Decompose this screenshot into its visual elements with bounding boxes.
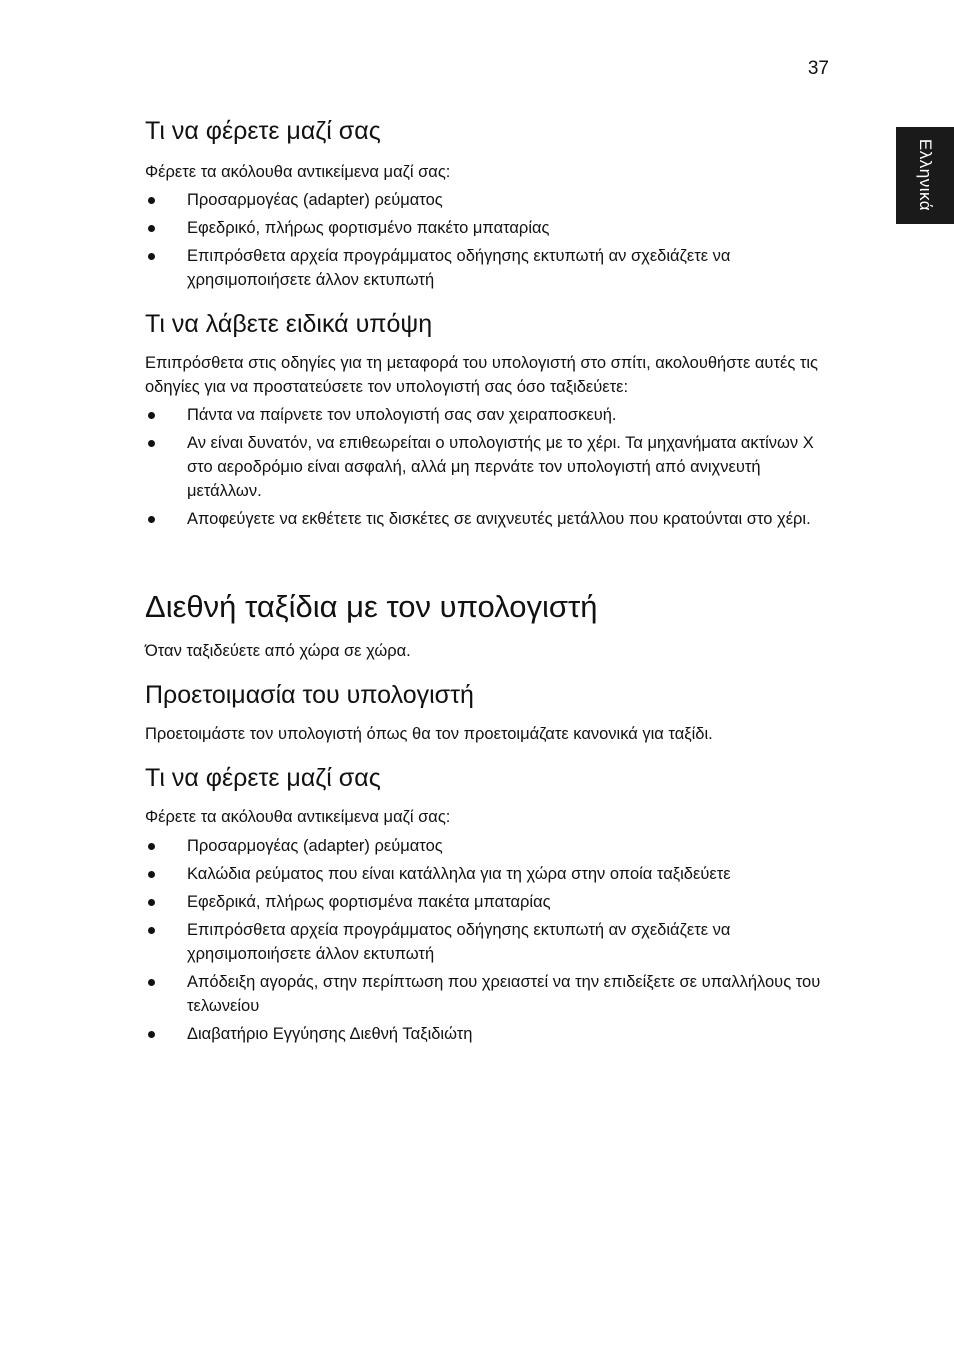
list-item [145, 834, 835, 858]
list-item [145, 970, 835, 1018]
bullet-icon [148, 253, 155, 260]
list-item [145, 188, 835, 212]
bullet-icon [148, 412, 155, 419]
list-item [145, 216, 835, 240]
bullet-icon [148, 979, 155, 986]
list-item-text: Επιπρόσθετα αρχεία προγράμματος οδήγησης εκτυπωτή αν σχεδιάζετε να χρησιμοποιήσετε άλλον εκτυπωτή [187, 921, 731, 963]
bullet-icon [148, 899, 155, 906]
list-item [145, 244, 835, 292]
bullet-icon [148, 440, 155, 447]
list-item [145, 1022, 835, 1046]
bullet-icon [148, 843, 155, 850]
list-item-text: Προσαρμογέας (adapter) ρεύματος [187, 191, 443, 209]
list-item-text: Εφεδρικά, πλήρως φορτισμένα πακέτα μπαταρίας [187, 893, 551, 911]
section-intro-wrap [145, 805, 835, 829]
list-item-text: Καλώδια ρεύματος που είναι κατάλληλα για τη χώρα στην οποία ταξιδεύετε [187, 865, 731, 883]
chapter-title: Διεθνή ταξίδια με τον υπολογιστή [145, 589, 598, 624]
section-what-to-bring [145, 116, 835, 146]
list-item [145, 862, 835, 886]
section-special-considerations [145, 309, 835, 339]
section-heading: Τι να λάβετε ειδικά υπόψη [145, 310, 433, 338]
section-prepare-computer [145, 680, 835, 710]
bullet-list [145, 403, 835, 531]
list-item-text: Αν είναι δυνατόν, να επιθεωρείται ο υπολογιστής με το χέρι. Τα μηχανήματα ακτίνων X στο αεροδρόμιο είναι ασφαλή, αλλά μη περνάτε τον υπολογιστή από ανιχνευτή μετάλλων. [187, 434, 814, 500]
list-item-text: Πάντα να παίρνετε τον υπολογιστή σας σαν χειραποσκευή. [187, 406, 617, 424]
bullet-list [145, 834, 835, 1046]
section-intro: Φέρετε τα ακόλουθα αντικείμενα μαζί σας: [145, 808, 451, 826]
page-number: 37 [807, 58, 829, 79]
list-item-text: Επιπρόσθετα αρχεία προγράμματος οδήγησης εκτυπωτή αν σχεδιάζετε να χρησιμοποιήσετε άλλον εκτυπωτή [187, 247, 731, 289]
section-intro-wrap [145, 351, 835, 399]
list-item-text: Προσαρμογέας (adapter) ρεύματος [187, 837, 443, 855]
section-heading: Τι να φέρετε μαζί σας [145, 764, 381, 792]
section-heading: Προετοιμασία του υπολογιστή [145, 681, 474, 709]
section-text: Προετοιμάστε τον υπολογιστή όπως θα τον προετοιμάζατε κανονικά για ταξίδι. [145, 725, 713, 743]
list-item-text: Διαβατήριο Εγγύησης Διεθνή Ταξιδιώτη [187, 1025, 473, 1043]
section-heading: Τι να φέρετε μαζί σας [145, 117, 381, 145]
bullet-icon [148, 927, 155, 934]
section-intro: Επιπρόσθετα στις οδηγίες για τη μεταφορά του υπολογιστή στο σπίτι, ακολουθήστε αυτές τις οδηγίες για να προστατεύσετε τον υπολογιστή σας όσο ταξιδεύετε: [145, 354, 818, 396]
list-item-text: Απόδειξη αγοράς, στην περίπτωση που χρειαστεί να την επιδείξετε σε υπαλλήλους του τελωνείου [187, 973, 821, 1015]
language-tab [896, 127, 954, 224]
list-item [145, 918, 835, 966]
section-what-to-bring-international [145, 763, 835, 793]
list-item [145, 890, 835, 914]
bullet-icon [148, 225, 155, 232]
list-item-text: Εφεδρικό, πλήρως φορτισμένο πακέτο μπαταρίας [187, 219, 550, 237]
list-item [145, 431, 835, 503]
language-tab-label: Ελληνικά [916, 138, 935, 212]
section-text-wrap [145, 722, 835, 746]
chapter-intro: Όταν ταξιδεύετε από χώρα σε χώρα. [145, 642, 411, 660]
chapter-international-travel [145, 588, 835, 626]
section-intro: Φέρετε τα ακόλουθα αντικείμενα μαζί σας: [145, 163, 451, 181]
bullet-icon [148, 516, 155, 523]
bullet-icon [148, 871, 155, 878]
list-item-text: Αποφεύγετε να εκθέτετε τις δισκέτες σε ανιχνευτές μετάλλου που κρατούνται στο χέρι. [187, 510, 811, 528]
bullet-icon [148, 197, 155, 204]
section-intro-wrap [145, 160, 835, 184]
bullet-icon [148, 1031, 155, 1038]
list-item [145, 507, 835, 531]
chapter-intro-wrap [145, 639, 835, 663]
bullet-list [145, 188, 835, 292]
list-item [145, 403, 835, 427]
